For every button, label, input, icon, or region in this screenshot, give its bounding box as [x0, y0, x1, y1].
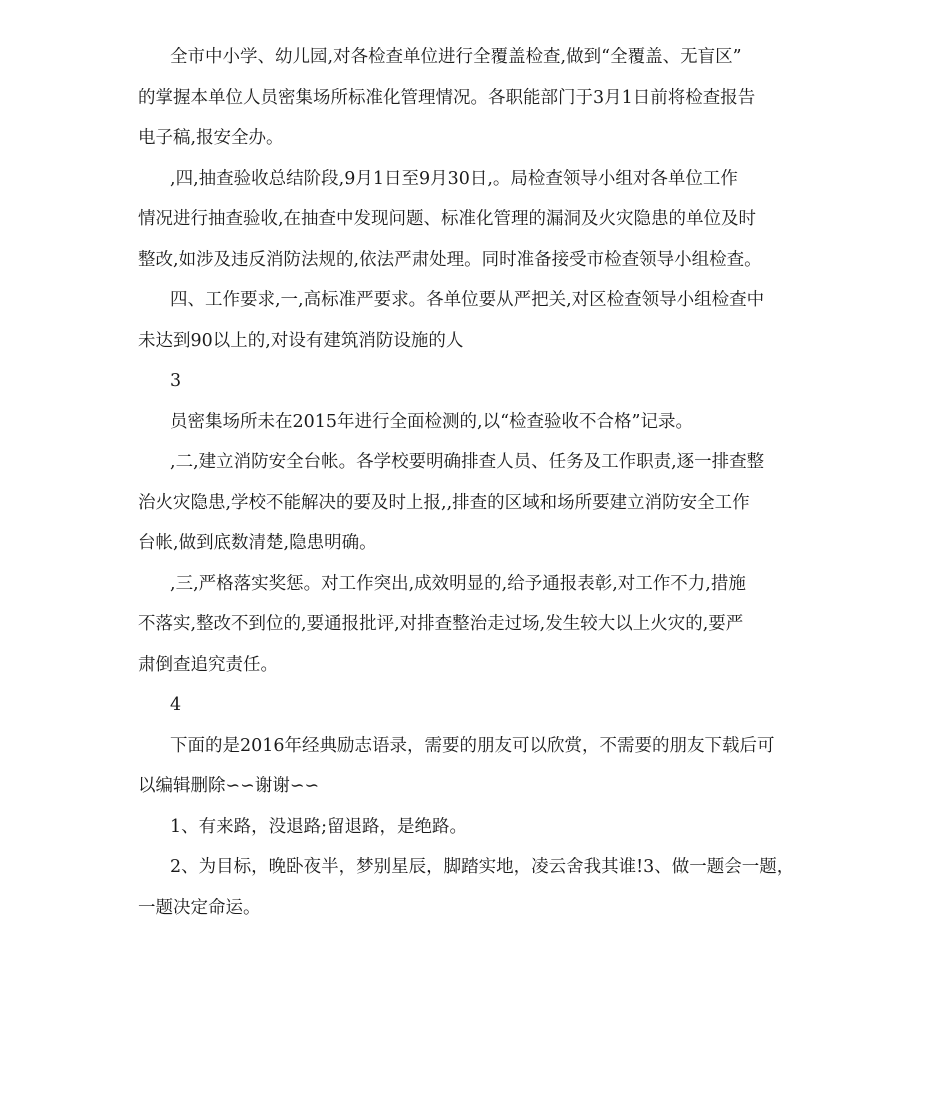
- text-line: 1、有来路，没退路;留退路，是绝路。: [170, 816, 468, 837]
- text-line: ,四,抽查验收总结阶段,9月1日至9月30日,。局检查领导小组对各单位工作: [170, 168, 738, 189]
- text-line: 治火灾隐患,学校不能解决的要及时上报,,排查的区域和场所要建立消防安全工作: [138, 492, 750, 513]
- text-line: 不落实,整改不到位的,要通报批评,对排查整治走过场,发生较大以上火灾的,要严: [138, 614, 744, 634]
- text-line: 四、工作要求,一,高标准严要求。各单位要从严把关,对区检查领导小组检查中: [170, 290, 765, 310]
- text-line: 的掌握本单位人员密集场所标准化管理情况。各职能部门于3月1日前将检查报告: [138, 87, 756, 108]
- text-line: ,二,建立消防安全台帐。各学校要明确排查人员、任务及工作职责,逐一排查整: [170, 452, 765, 472]
- text-line: 下面的是2016年经典励志语录，需要的朋友可以欣赏，不需要的朋友下载后可: [170, 735, 775, 756]
- page-number: 3: [170, 371, 182, 391]
- text-line: 2、为目标，晚卧夜半，梦别星辰，脚踏实地，凌云舍我其谁!3、做一题会一题，: [170, 857, 795, 877]
- text-line: 员密集场所未在2015年进行全面检测的,以“检查验收不合格”记录。: [170, 411, 693, 432]
- text-line: 未达到90以上的,对设有建筑消防设施的人: [138, 330, 464, 351]
- text-line: 一题决定命运。: [138, 897, 261, 918]
- text-line: ,三,严格落实奖惩。对工作突出,成效明显的,给予通报表彰,对工作不力,措施: [170, 573, 746, 594]
- page-number: 4: [170, 695, 182, 715]
- text-line: 情况进行抽查验收,在抽查中发现问题、标准化管理的漏洞及火灾隐患的单位及时: [138, 209, 757, 229]
- text-line: 台帐,做到底数清楚,隐患明确。: [138, 533, 377, 553]
- text-line: 电子稿,报安全办。: [138, 128, 284, 148]
- text-line: 肃倒查追究责任。: [138, 654, 278, 675]
- text-line: 以编辑删除∽∽谢谢∽∽: [138, 776, 320, 796]
- text-line: 整改,如涉及违反消防法规的,依法严肃处理。同时准备接受市检查领导小组检查。: [138, 249, 762, 270]
- document-body: [138, 37, 828, 928]
- text-line: 全市中小学、幼儿园,对各检查单位进行全覆盖检查,做到“全覆盖、无盲区”: [170, 47, 742, 67]
